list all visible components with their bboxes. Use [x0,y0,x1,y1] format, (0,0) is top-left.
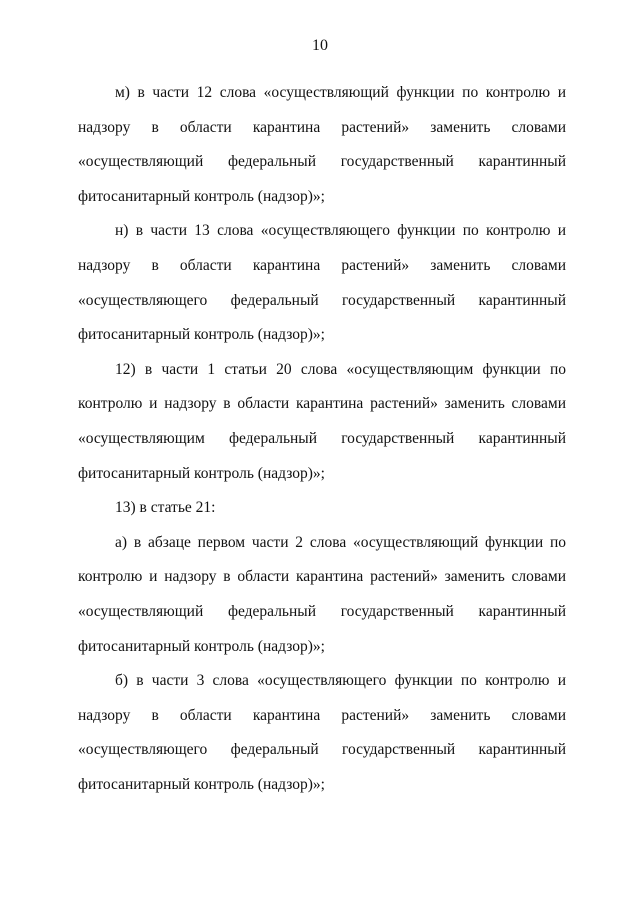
paragraph-line: м) в части 12 слова «осуществляющий функции по контролю и [115,84,566,101]
paragraph-line: «осуществляющего федеральный государственный карантинный [78,291,566,309]
paragraph-line: «осуществляющим федеральный государственный карантинный [78,429,566,447]
paragraph-line: «осуществляющий федеральный государственный карантинный [78,602,566,620]
paragraph-line: контролю и надзору в области карантина растений» заменить словами [78,395,566,413]
paragraph-line: б) в части 3 слова «осуществляющего функции по контролю и [115,672,566,690]
document-body [78,76,566,802]
paragraph-13 [78,491,566,526]
paragraph-line: фитосанитарный контроль (надзор)»; [78,637,325,655]
page-number: 10 [312,37,328,54]
paragraph-line: «осуществляющего федеральный государственный карантинный [78,741,566,759]
paragraph-line: «осуществляющий федеральный государственный карантинный [78,153,566,171]
paragraph-n [78,214,566,352]
paragraph-m [78,76,566,214]
paragraph-line: фитосанитарный контроль (надзор)»; [78,775,325,793]
paragraph-line: надзору в области карантина растений» заменить словами [78,256,566,274]
paragraph-line: фитосанитарный контроль (надзор)»; [78,187,325,205]
paragraph-line: 13) в статье 21: [115,499,216,517]
paragraph-line: надзору в области карантина растений» заменить словами [78,118,566,136]
paragraph-line: фитосанитарный контроль (надзор)»; [78,326,325,344]
paragraph-line: н) в части 13 слова «осуществляющего функции по контролю и [115,222,566,240]
paragraph-line: фитосанитарный контроль (надзор)»; [78,464,325,482]
paragraph-line: контролю и надзору в области карантина растений» заменить словами [78,568,566,586]
paragraph-a [78,526,566,664]
paragraph-line: надзору в области карантина растений» заменить словами [78,706,566,724]
paragraph-b [78,664,566,802]
paragraph-line: 12) в части 1 статьи 20 слова «осуществляющим функции по [115,360,566,378]
paragraph-line: а) в абзаце первом части 2 слова «осуществляющий функции по [115,533,566,551]
paragraph-12 [78,353,566,491]
